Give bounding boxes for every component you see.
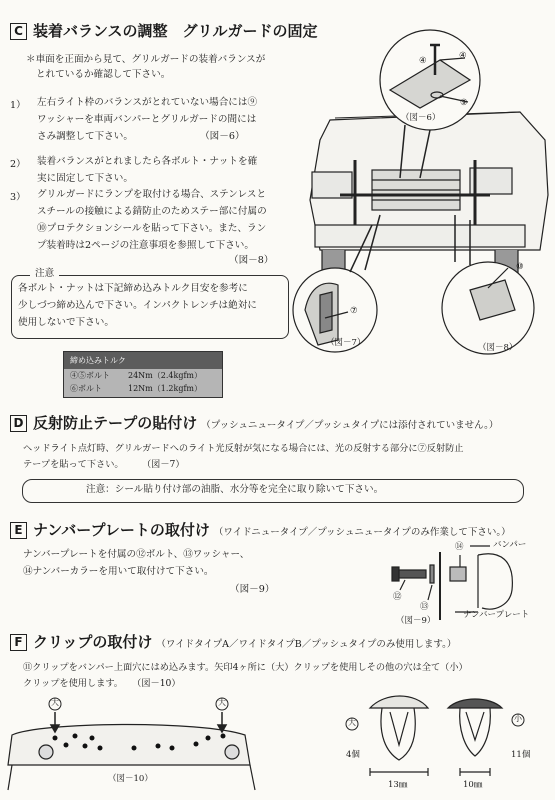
section-c-letter: C (10, 23, 27, 40)
callout-4-label: ④ (459, 51, 467, 61)
torque-part: ⑥ボルト (70, 384, 102, 393)
c-step1-line3: さみ調整して下さい。 （図－6） (37, 131, 245, 142)
fig10-label: （図－10） (108, 774, 153, 784)
c-intro-line2: とれているか確認して下さい。 (36, 69, 171, 80)
e-line2: ⑭ナンバーカラーを用いて取付けて下さい。 (23, 566, 214, 577)
c-caution-line3: 使用しないで下さい。 (18, 317, 114, 328)
c-caution-line2: 少しづつ締め込んで下さい。インパクトレンチは絶対に (18, 300, 257, 311)
big-clip-label: 大 (348, 718, 356, 727)
c-step3-line4: プ装着時は2ページの注意事項を参照して下さい。 (37, 240, 254, 251)
c-step2-line1: 装着バランスがとれましたら各ボルト・ナットを確 (37, 156, 258, 167)
small-clip-label: 小 (514, 714, 522, 723)
callout-13: ⑬ (420, 602, 429, 612)
c-step1-line1: 左右ライト枠のバランスがとれていない場合には⑨ (37, 97, 258, 108)
torque-part: ④⑤ボルト (70, 371, 110, 380)
torque-value: 24Nm（2.4kgfm） (128, 371, 203, 380)
d-line1: ヘッドライト点灯時、グリルガードへのライト光反射が気になる場合には、光の反射する部分に⑦反射防止 (23, 443, 464, 454)
c-step3-line2: スチールの接触による錆防止のためステー部に付属の (37, 206, 267, 217)
section-e-heading: ナンバープレートの取付け (33, 521, 210, 539)
c-step1-number: 1） (10, 100, 26, 111)
c-caution-line1: 各ボルト・ナットは下記締め込みトルク目安を参考に (18, 283, 248, 294)
section-f-note: （ワイドタイプA／ワイドタイプB／プッシュタイプのみ使用します。） (156, 639, 457, 650)
callout-12: ⑫ (393, 592, 402, 602)
fig6-label: （図－6） (401, 113, 441, 123)
torque-table-header: 締め込みトルク (64, 352, 222, 369)
c-step2-number: 2） (10, 159, 26, 170)
callout-4: ④ (419, 56, 427, 66)
f-line2: クリップを使用します。 （図－10） (23, 678, 181, 689)
e-line1: ナンバープレートを付属の⑫ボルト、⑬ワッシャー、 (23, 549, 250, 560)
c-step3-line3: ⑩プロテクションシールを貼って下さい。また、ラン (37, 223, 267, 234)
section-d-heading: 反射防止テープの貼付け (33, 414, 198, 432)
f-line1: ⑪クリップをバンパー上面穴にはめ込みます。矢印4ヶ所に（大）クリップを使用しその他の穴は全て（小） (23, 662, 468, 673)
small-clip-size: 10㎜ (463, 780, 483, 790)
d-line2: テープを貼って下さい。 （図－7） (23, 459, 185, 470)
plate-label: ナンバープレート (463, 610, 530, 620)
bumper-label: バンパー (493, 540, 527, 550)
section-e-letter: E (10, 522, 27, 539)
c-intro-line1: ＊車面を正面から見て、グリルガードの装着バランスが (26, 54, 266, 65)
section-d-letter: D (10, 415, 27, 432)
c-step3-number: 3） (10, 192, 26, 203)
big-clip-mark-right: 大 (218, 698, 226, 707)
d-caution-text: 注意：シール貼り付け部の油脂、水分等を完全に取り除いて下さい。 (86, 484, 384, 495)
big-clip-count: 4個 (346, 750, 360, 760)
section-e-note: （ワイドニュータイプ／プッシュニュータイプのみ作業して下さい。） (213, 527, 511, 538)
callout-14: ⑭ (455, 542, 464, 552)
c-step3-line1: グリルガードにランプを取付ける場合、ステンレスと (37, 189, 267, 200)
fig7-label: （図－7） (326, 338, 366, 348)
c-step3-line5: （図－8） (229, 255, 274, 266)
fig8-label: （図－8） (478, 343, 518, 353)
c-step1-line2: ワッシャーを車両バンパーとグリルガードの間には (37, 114, 257, 125)
callout-10: ⑩ (516, 262, 524, 272)
big-clip-mark-left: 大 (51, 698, 59, 707)
small-clip-count: 11個 (511, 750, 531, 760)
c-step2-line2: 実に固定して下さい。 (37, 173, 133, 184)
e-line3: （図－9） (230, 584, 275, 595)
fig9-label: （図－9） (396, 616, 436, 626)
section-d-note: （プッシュニュータイプ／プッシュタイプには添付されていません。） (201, 420, 499, 431)
section-c-heading: 装着バランスの調整 グリルガードの固定 (33, 22, 318, 40)
torque-value: 12Nm（1.2kgfm） (128, 384, 203, 393)
section-f-heading: クリップの取付け (33, 633, 153, 651)
callout-9: ⑨ (460, 98, 468, 108)
section-f-letter: F (10, 634, 27, 651)
callout-7: ⑦ (350, 306, 358, 316)
c-caution-title: 注意 (30, 266, 59, 281)
big-clip-size: 13㎜ (388, 780, 408, 790)
